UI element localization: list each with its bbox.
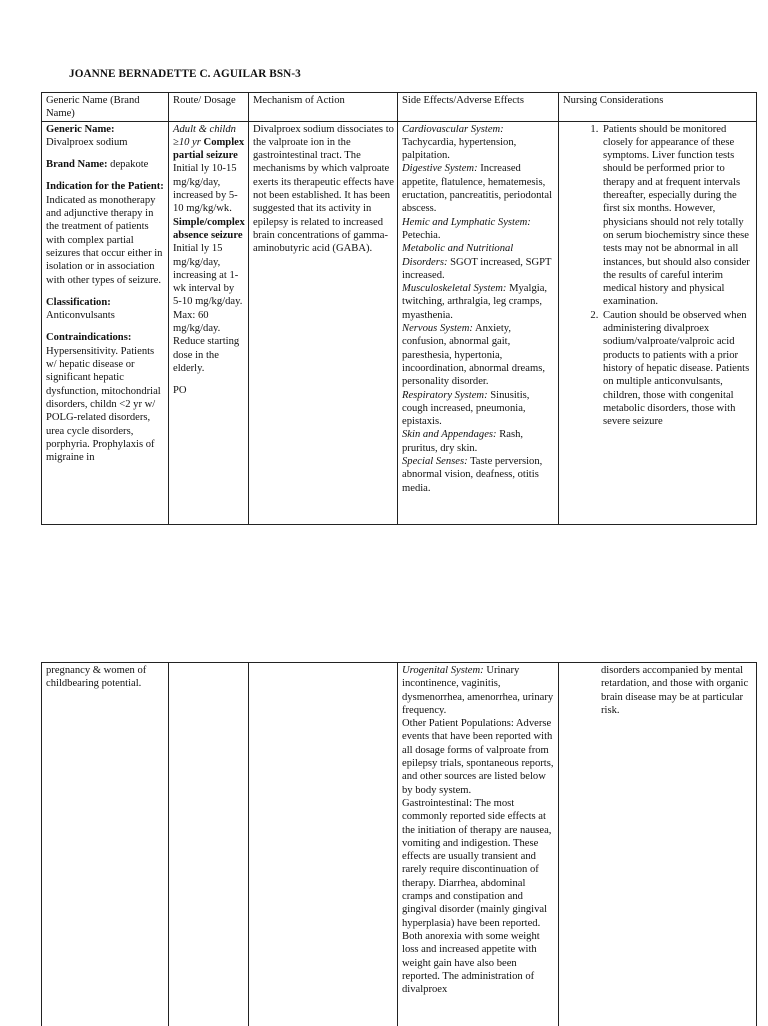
hemic-label: Hemic and Lymphatic System: [402,217,531,228]
nursing-list [563,123,753,429]
document-title: JOANNE BERNADETTE C. AGUILAR BSN-3 [69,68,301,81]
cell-nursing-considerations-cont [559,663,757,1026]
classification-value: Anticonvulsants [46,310,115,321]
nervous-value: Anxiety, confusion, abnormal gait, paresthesia, hypertonia, incoordination, abnormal dreams, personality disorder. [402,323,545,387]
metabolic-label: Metabolic and Nutritional Disorders: [402,243,513,267]
cell-route-dosage-cont [169,663,249,1026]
generic-name-value: Divalproex sodium [46,137,128,148]
cell-side-effects [398,121,559,524]
special-senses-value: Taste perversion, abnormal vision, deafness, otitis media. [402,456,542,494]
contraindications-value: Hypersensitivity. Patients w/ hepatic disease or significant hepatic dysfunction, mitochondrial disorders, childn <2 yr w/ POLG-related disorders, urea cycle disorders, porphyria. Prophylaxis of migraine in [46,346,161,463]
nursing-item-2-continued: disorders accompanied by mental retardation, and those with organic brain disease may be at particular risk. [563,664,753,717]
gastrointestinal-text: Gastrointestinal: The most commonly reported side effects at the initiation of therapy are nausea, vomiting and indigestion. These effects are usually transient and rarely require discontinuation of therapy. Diarrhea, abdominal cramps and constipation and gingival disorder (mainly gingival hyperplasia) have been reported. Both anorexia with some weight loss and increased appetite with weight gain have also been reported. The administration of divalproex [402,797,555,996]
respiratory-value: Sinusitis, cough increased, pneumonia, epistaxis. [402,390,529,428]
cell-side-effects-cont [398,663,559,1026]
drug-study-table [41,92,757,525]
metabolic-value: SGOT increased, SGPT increased. [402,257,551,281]
hemic-value: Petechia. [402,230,441,241]
table-row [42,663,757,1026]
skin-value: Rash, pruritus, dry skin. [402,429,523,453]
indication-label: Indication for the Patient: [46,181,164,192]
cell-nursing-considerations [559,121,757,524]
generic-name-label: Generic Name: [46,124,115,135]
table-row [42,121,757,524]
drug-study-table-continued [41,662,757,1026]
cardio-value: Tachycardia, hypertension, palpitation. [402,137,516,161]
musculoskeletal-value: Myalgia, twitching, arthralgia, leg cramps, myasthenia. [402,283,547,321]
digestive-label: Digestive System: [402,163,478,174]
dosage-age-group: Adult & childn ≥10 yr [173,124,236,148]
absence-seizure-dose: Initial ly 15 mg/kg/day, increasing at 1-wk interval by 5-10 mg/kg/day. Max: 60 mg/kg/day. Reduce starting dose in the elderly. [173,243,242,374]
cardio-label: Cardiovascular System: [402,124,504,135]
special-senses-label: Special Senses: [402,456,468,467]
classification-label: Classification: [46,297,111,308]
brand-name-label: Brand Name: [46,159,108,170]
contraindications-label: Contraindications: [46,332,131,343]
respiratory-label: Respiratory System: [402,390,488,401]
complex-partial-label: Complex partial seizure [173,137,244,161]
urogenital-value: Urinary incontinence, vaginitis, dysmenorrhea, amenorrhea, urinary frequency. [402,665,553,716]
header-route-dosage: Route/ Dosage [169,93,249,122]
other-populations-text: Other Patient Populations: Adverse events that have been reported with all dosage forms of valproate from epilepsy trials, spontaneous reports, and other sources are listed below by body system. [402,717,555,797]
table-header-row [42,93,757,122]
header-mechanism: Mechanism of Action [249,93,398,122]
nursing-item-2: 2. Caution should be observed when administering divalproex sodium/valproate/valproic acid products to patients with a prior history of hepatic disease. Patients on multiple anticonvulsants, children, those with congenital metabolic disorders, those with severe seizure [601,309,753,429]
cell-mechanism [249,121,398,524]
header-nursing-considerations: Nursing Considerations [559,93,757,122]
cell-route-dosage [169,121,249,524]
urogenital-label: Urogenital System: [402,665,484,676]
mechanism-text: Divalproex sodium dissociates to the valproate ion in the gastrointestinal tract. The mechanisms by which valproate exerts its therapeutic effects have not been established. It has been suggested that its activity in epilepsy is related to increased brain concentrations of gamma-aminobutyric acid (GABA). [253,123,394,256]
nervous-label: Nervous System: [402,323,473,334]
cell-generic-name [42,121,169,524]
absence-seizure-label: Simple/complex absence seizure [173,217,245,241]
indication-value: Indicated as monotherapy and adjunctive therapy in the treatment of patients with complex partial seizures that occur either in isolation or in association with other types of seizure. [46,195,162,286]
skin-label: Skin and Appendages: [402,429,497,440]
header-side-effects: Side Effects/Adverse Effects [398,93,559,122]
cell-generic-name-cont [42,663,169,1026]
musculoskeletal-label: Musculoskeletal System: [402,283,506,294]
brand-name-value: depakote [108,159,149,170]
contraindications-continued: pregnancy & women of childbearing potential. [46,664,165,691]
cell-mechanism-cont [249,663,398,1026]
complex-partial-dose: Initial ly 10-15 mg/kg/day, increased by 5-10 mg/kg/wk. [173,163,238,214]
route-value: PO [173,384,245,397]
nursing-item-1: 1. Patients should be monitored closely for appearance of these symptoms. Liver function tests should be performed prior to therapy and at frequent intervals thereafter, especially during the first six months. However, physicians should not rely totally on serum biochemistry since these tests may not be abnormal in all instances, but should also consider the results of careful interim medical history and physical examination. [601,123,753,309]
digestive-value: Increased appetite, flatulence, hematemesis, eructation, pancreatitis, periodontal abscess. [402,163,552,214]
header-generic-name: Generic Name (Brand Name) [42,93,169,122]
